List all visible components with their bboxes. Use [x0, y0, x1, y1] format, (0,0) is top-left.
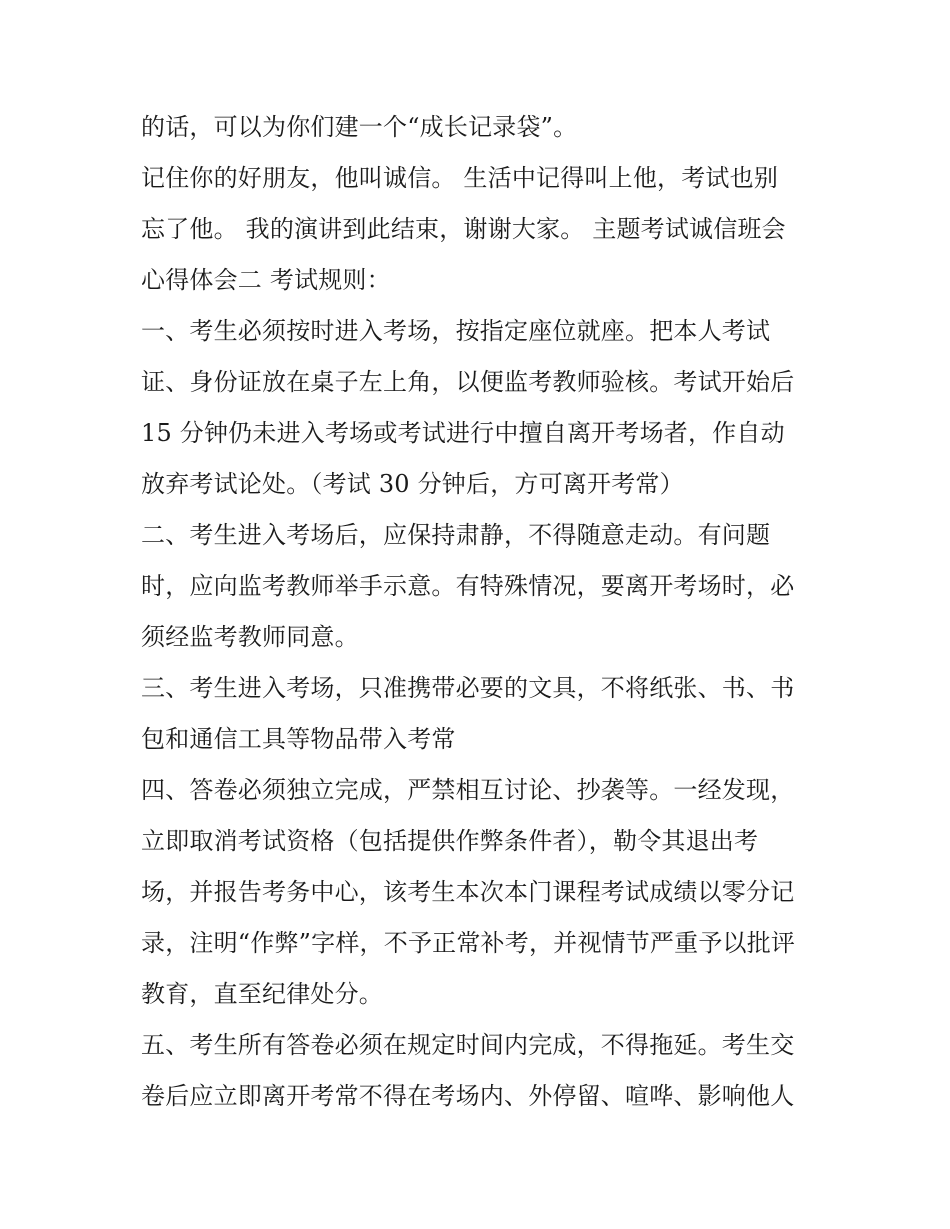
text-line-18: 教育，直至纪律处分。	[141, 980, 383, 1008]
text-line-6: 证、身份证放在桌子左上角，以便监考教师验核。考试开始后	[141, 368, 795, 396]
text-line-20: 卷后应立即离开考常不得在考场内、外停留、喧哗、影响他人	[141, 1082, 795, 1110]
text-line-12: 三、考生进入考场，只准携带必要的文具，不将纸张、书、书	[141, 674, 795, 702]
text-line-17: 录，注明“作弊”字样，不予正常补考，并视情节严重予以批评	[141, 929, 796, 957]
text-line-11: 须经监考教师同意。	[141, 623, 359, 651]
text-line-14: 四、答卷必须独立完成，严禁相互讨论、抄袭等。一经发现，	[141, 776, 795, 804]
text-line-1: 的话，可以为你们建一个“成长记录袋”。	[141, 113, 578, 141]
text-line-10: 时，应向监考教师举手示意。有特殊情况，要离开考场时，必	[141, 572, 795, 600]
text-line-5: 一、考生必须按时进入考场，按指定座位就座。把本人考试	[141, 317, 771, 345]
text-line-4: 心得体会二 考试规则：	[141, 266, 391, 294]
text-line-9: 二、考生进入考场后，应保持肃静，不得随意走动。有问题	[141, 521, 771, 549]
text-line-15: 立即取消考试资格（包括提供作弊条件者），勒令其退出考	[141, 827, 759, 855]
text-line-16: 场，并报告考务中心，该考生本次本门课程考试成绩以零分记	[141, 878, 795, 906]
text-line-3: 忘了他。 我的演讲到此结束，谢谢大家。 主题考试诚信班会	[141, 215, 786, 243]
text-line-13: 包和通信工具等物品带入考常	[141, 725, 456, 753]
text-line-2: 记住你的好朋友，他叫诚信。 生活中记得叫上他，考试也别	[141, 164, 779, 192]
text-line-8: 放弃考试论处。（考试 30 分钟后，方可离开考常）	[141, 470, 684, 498]
text-line-19: 五、考生所有答卷必须在规定时间内完成，不得拖延。考生交	[141, 1031, 795, 1059]
text-line-7: 15 分钟仍未进入考场或考试进行中擅自离开考场者，作自动	[141, 419, 785, 447]
